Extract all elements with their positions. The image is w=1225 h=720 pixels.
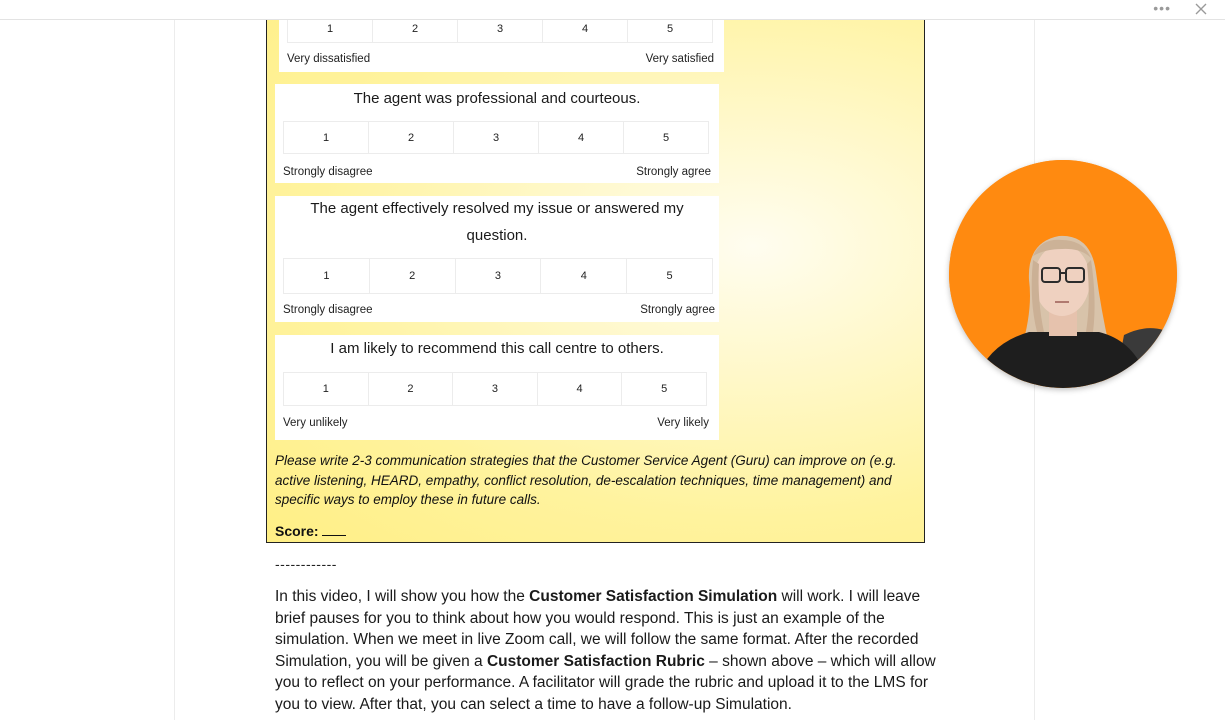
- paragraph-text: will work. I will leave brief pauses for you to think about how you would respond. This is just an example of the simulation. When we meet in live Zoom call, we will follow the same format. After the recorded Simulation, you will be given a: [275, 588, 921, 670]
- rating-option-3[interactable]: 3: [454, 122, 539, 153]
- survey-card-satisfaction: [279, 14, 724, 72]
- scale-low-label: Very unlikely: [283, 417, 348, 429]
- rating-option-4[interactable]: 4: [541, 259, 627, 293]
- window-top-bar: [0, 0, 1225, 20]
- question-text-line-2: question.: [466, 227, 528, 244]
- rating-option-4[interactable]: 4: [538, 373, 623, 405]
- score-label: Score:: [275, 523, 319, 539]
- rating-option-2[interactable]: 2: [370, 259, 456, 293]
- presenter-video: [949, 160, 1177, 388]
- rating-scale: [283, 121, 709, 154]
- survey-card-resolved: [275, 196, 719, 322]
- rating-option-2[interactable]: 2: [369, 373, 454, 405]
- rating-option-1[interactable]: 1: [283, 259, 370, 293]
- scale-high-label: Very likely: [657, 417, 709, 429]
- rating-option-3[interactable]: 3: [458, 15, 543, 42]
- survey-card-recommend: [275, 335, 719, 440]
- score-field: [275, 523, 346, 539]
- scale-high-label: Strongly agree: [640, 304, 715, 316]
- scale-high-label: Strongly agree: [636, 166, 711, 178]
- rating-option-3[interactable]: 3: [453, 373, 538, 405]
- rating-option-5[interactable]: 5: [628, 15, 713, 42]
- rating-option-1[interactable]: 1: [283, 373, 369, 405]
- more-options-icon[interactable]: •••: [1153, 0, 1171, 16]
- rating-option-1[interactable]: 1: [287, 15, 373, 42]
- scale-low-label: Strongly disagree: [283, 166, 373, 178]
- customer-satisfaction-rubric: [266, 14, 925, 543]
- close-icon[interactable]: [1193, 1, 1209, 17]
- survey-card-professional: [275, 84, 719, 183]
- rating-scale: [283, 258, 713, 294]
- scale-high-label: Very satisfied: [645, 53, 714, 65]
- presenter-webcam[interactable]: [949, 160, 1177, 388]
- section-separator: ------------: [275, 556, 337, 572]
- question-text-line-1: The agent effectively resolved my issue or answered my: [310, 200, 684, 217]
- rating-option-5[interactable]: 5: [627, 259, 713, 293]
- rating-option-4[interactable]: 4: [543, 15, 628, 42]
- rating-option-5[interactable]: 5: [624, 122, 709, 153]
- rating-option-4[interactable]: 4: [539, 122, 624, 153]
- rating-option-2[interactable]: 2: [373, 15, 458, 42]
- paragraph-text: – shown above – which will allow you to reflect on your performance. A facilitator will grade the rubric and upload it to the LMS for you to view. After that, you can select a time to have a follow-up Simulation.: [275, 652, 936, 713]
- question-text: The agent was professional and courteous.: [353, 90, 641, 107]
- rating-scale: [283, 372, 707, 406]
- scale-low-label: Strongly disagree: [283, 304, 373, 316]
- question-text: I am likely to recommend this call centre to others.: [330, 340, 664, 357]
- paragraph-text: In this video, I will show you how the: [275, 588, 530, 605]
- scale-low-label: Very dissatisfied: [287, 53, 371, 65]
- score-blank: [322, 524, 346, 536]
- rubric-term: Customer Satisfaction Rubric: [486, 652, 705, 670]
- rating-option-1[interactable]: 1: [283, 122, 369, 153]
- simulation-term: Customer Satisfaction Simulation: [529, 588, 778, 605]
- reflection-prompt: Please write 2-3 communication strategies that the Customer Service Agent (Guru) can improve on (e.g. active listening, HEARD, empathy, conflict resolution, de-escalation techniques, time management) and specific ways to employ these in future calls.: [275, 453, 897, 507]
- rating-option-5[interactable]: 5: [622, 373, 707, 405]
- rating-option-3[interactable]: 3: [456, 259, 542, 293]
- rating-option-2[interactable]: 2: [369, 122, 454, 153]
- description-paragraph: [275, 586, 940, 716]
